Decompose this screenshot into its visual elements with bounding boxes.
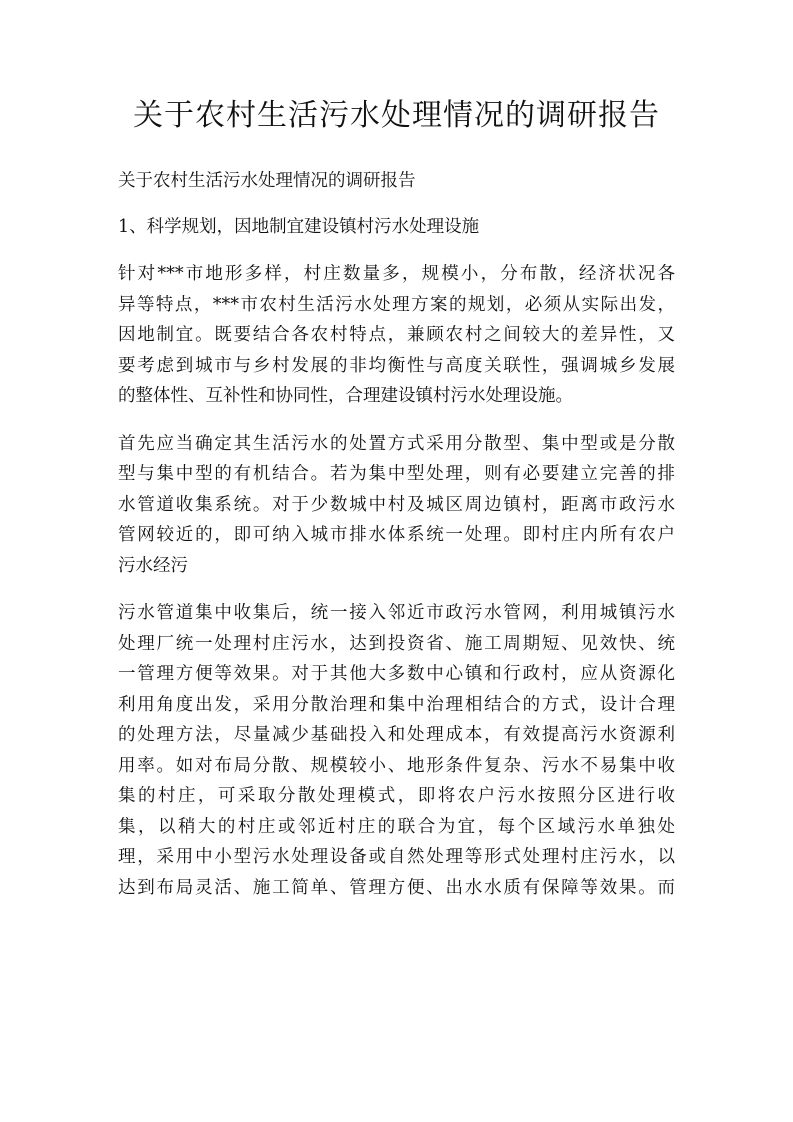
paragraph-line: 一管理方便等效果。对于其他大多数中心镇和行政村，应从资源化	[118, 664, 675, 684]
paragraph-line: 理，采用中小型污水处理设备或自然处理等形式处理村庄污水，以	[118, 847, 675, 867]
paragraph-line: 处理厂统一处理村庄污水，达到投资省、施工周期短、见效快、统	[118, 633, 675, 654]
section-heading: 1、科学规划，因地制宜建设镇村污水处理设施	[118, 217, 480, 237]
paragraph-line: 首先应当确定其生活污水的处置方式采用分散型、集中型或是分散	[118, 433, 675, 454]
paragraph-line: 水管道收集系统。对于少数城中村及城区周边镇村，距离市政污水	[118, 494, 675, 515]
paragraph-line: 污水管道集中收集后，统一接入邻近市政污水管网，利用城镇污水	[118, 603, 675, 623]
paragraph-2	[118, 429, 675, 582]
document-subtitle: 关于农村生活污水处理情况的调研报告	[118, 171, 416, 191]
paragraph-line: 要考虑到城市与乡村发展的非均衡性与高度关联性，强调城乡发展	[118, 355, 675, 376]
paragraph-line: 用率。如对布局分散、规模较小、地形条件复杂、污水不易集中收	[118, 755, 675, 776]
paragraph-line: 污水经污	[118, 555, 188, 576]
paragraph-line: 型与集中型的有机结合。若为集中型处理，则有必要建立完善的排	[118, 464, 675, 484]
paragraph-1	[118, 259, 675, 412]
document-title: 关于农村生活污水处理情况的调研报告	[133, 98, 660, 133]
paragraph-line: 的处理方法，尽量减少基础投入和处理成本，有效提高污水资源利	[118, 725, 675, 745]
paragraph-line: 因地制宜。既要结合各农村特点，兼顾农村之间较大的差异性，又	[118, 325, 675, 345]
paragraph-line: 集，以稍大的村庄或邻近村庄的联合为宜，每个区域污水单独处	[118, 816, 675, 837]
paragraph-line: 达到布局灵活、施工简单、管理方便、出水水质有保障等效果。而	[118, 877, 675, 898]
paragraph-line: 针对***市地形多样，村庄数量多，规模小，分布散，经济状况各	[118, 264, 675, 284]
paragraph-3	[118, 598, 675, 903]
paragraph-line: 利用角度出发，采用分散治理和集中治理相结合的方式，设计合理	[118, 694, 675, 715]
paragraph-line: 异等特点，***市农村生活污水处理方案的规划，必须从实际出发，	[118, 294, 675, 315]
paragraph-line: 的整体性、互补性和协同性，合理建设镇村污水处理设施。	[118, 386, 573, 406]
paragraph-line: 集的村庄，可采取分散处理模式，即将农户污水按照分区进行收	[118, 786, 675, 806]
paragraph-line: 管网较近的，即可纳入城市排水体系统一处理。即村庄内所有农户	[118, 525, 675, 545]
